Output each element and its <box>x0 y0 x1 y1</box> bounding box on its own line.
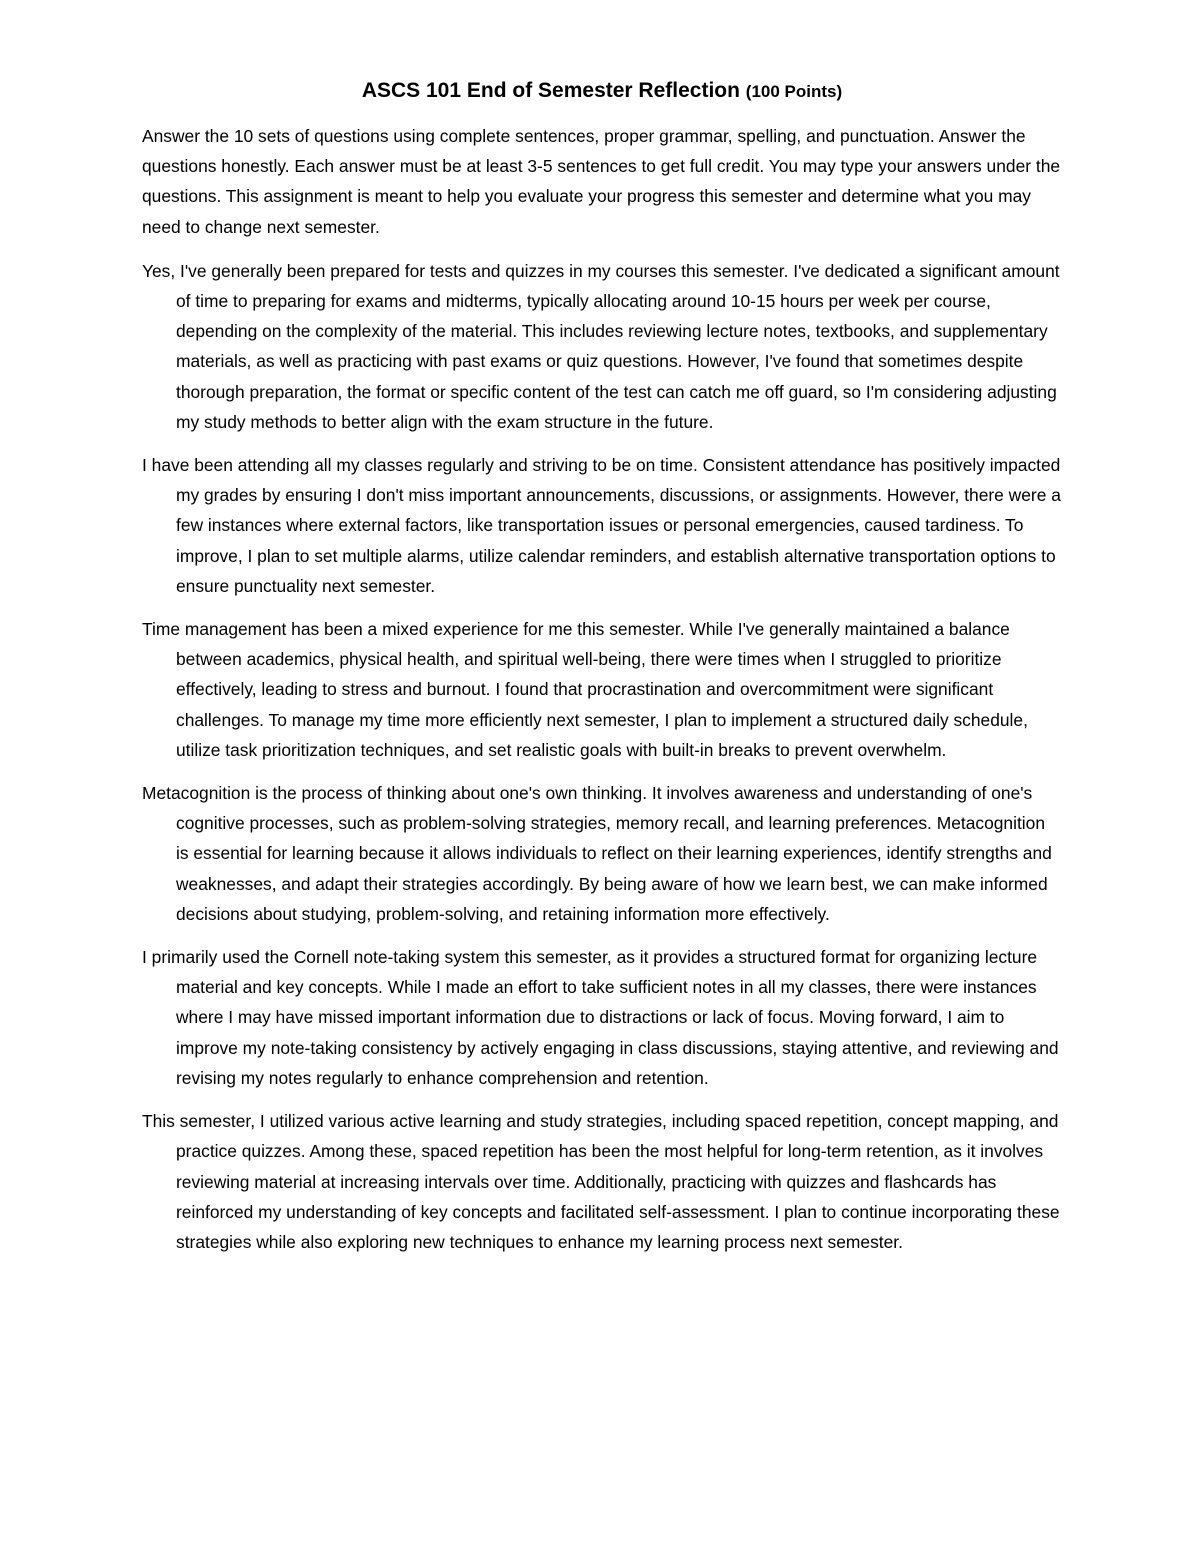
answer-paragraph-6: This semester, I utilized various active learning and study strategies, including spaced repetition, concept mapping, and practice quizzes. Among these, spaced repetition has been the most helpful for long-term retention, as it involves reviewing material at increasing intervals over time. Additionally, practicing with quizzes and flashcards has reinforced my understanding of key concepts and facilitated self-assessment. I plan to continue incorporating these strategies while also exploring new techniques to enhance my learning process next semester. <box>142 1111 1060 1252</box>
title-points: (100 Points) <box>745 82 843 101</box>
answer-paragraph-2: I have been attending all my classes regularly and striving to be on time. Consistent attendance has positively impacted my grades by ensuring I don't miss important announcements, discussions, or assignments. However, there were a few instances where external factors, like transportation issues or personal emergencies, caused tardiness. To improve, I plan to set multiple alarms, utilize calendar reminders, and establish alternative transportation options to ensure punctuality next semester. <box>142 455 1061 596</box>
title-text: ASCS 101 End of Semester Reflection <box>361 79 740 102</box>
instructions-paragraph: Answer the 10 sets of questions using complete sentences, proper grammar, spelling, and punctuation. Answer the questions honestly. Each answer must be at least 3-5 sentences to get full credit. You may type your answers under the questions. This assignment is meant to help you evaluate your progress this semester and determine what you may need to change next semester. <box>142 126 1061 237</box>
answer-paragraph-4: Metacognition is the process of thinking about one's own thinking. It involves awareness and understanding of one's cognitive processes, such as problem-solving strategies, memory recall, and learning preferences. Metacognition is essential for learning because it allows individuals to reflect on their learning experiences, identify strengths and weaknesses, and adapt their strategies accordingly. By being aware of how we learn best, we can make informed decisions about studying, problem-solving, and retaining information more effectively. <box>142 783 1052 924</box>
answer-paragraph-3: Time management has been a mixed experience for me this semester. While I've generally maintained a balance between academics, physical health, and spiritual well-being, there were times when I struggled to prioritize effectively, leading to stress and burnout. I found that procrastination and overcommitment were significant challenges. To manage my time more efficiently next semester, I plan to implement a structured daily schedule, utilize task prioritization techniques, and set realistic goals with built-in breaks to prevent overwhelm. <box>142 619 1028 760</box>
answer-paragraph-5: I primarily used the Cornell note-taking system this semester, as it provides a structured format for organizing lecture material and key concepts. While I made an effort to take sufficient notes in all my classes, there were instances where I may have missed important information due to distractions or lack of focus. Moving forward, I aim to improve my note-taking consistency by actively engaging in class discussions, staying attentive, and reviewing and revising my notes regularly to enhance comprehension and retention. <box>142 947 1059 1088</box>
page-title <box>142 76 1062 107</box>
answer-paragraph-1: Yes, I've generally been prepared for tests and quizzes in my courses this semester. I've dedicated a significant amount of time to preparing for exams and midterms, typically allocating around 10-15 hours per week per course, depending on the complexity of the material. This includes reviewing lecture notes, textbooks, and supplementary materials, as well as practicing with past exams or quiz questions. However, I've found that sometimes despite thorough preparation, the format or specific content of the test can catch me off guard, so I'm considering adjusting my study methods to better align with the exam structure in the future. <box>142 260 1060 432</box>
document-page <box>142 76 1062 1270</box>
